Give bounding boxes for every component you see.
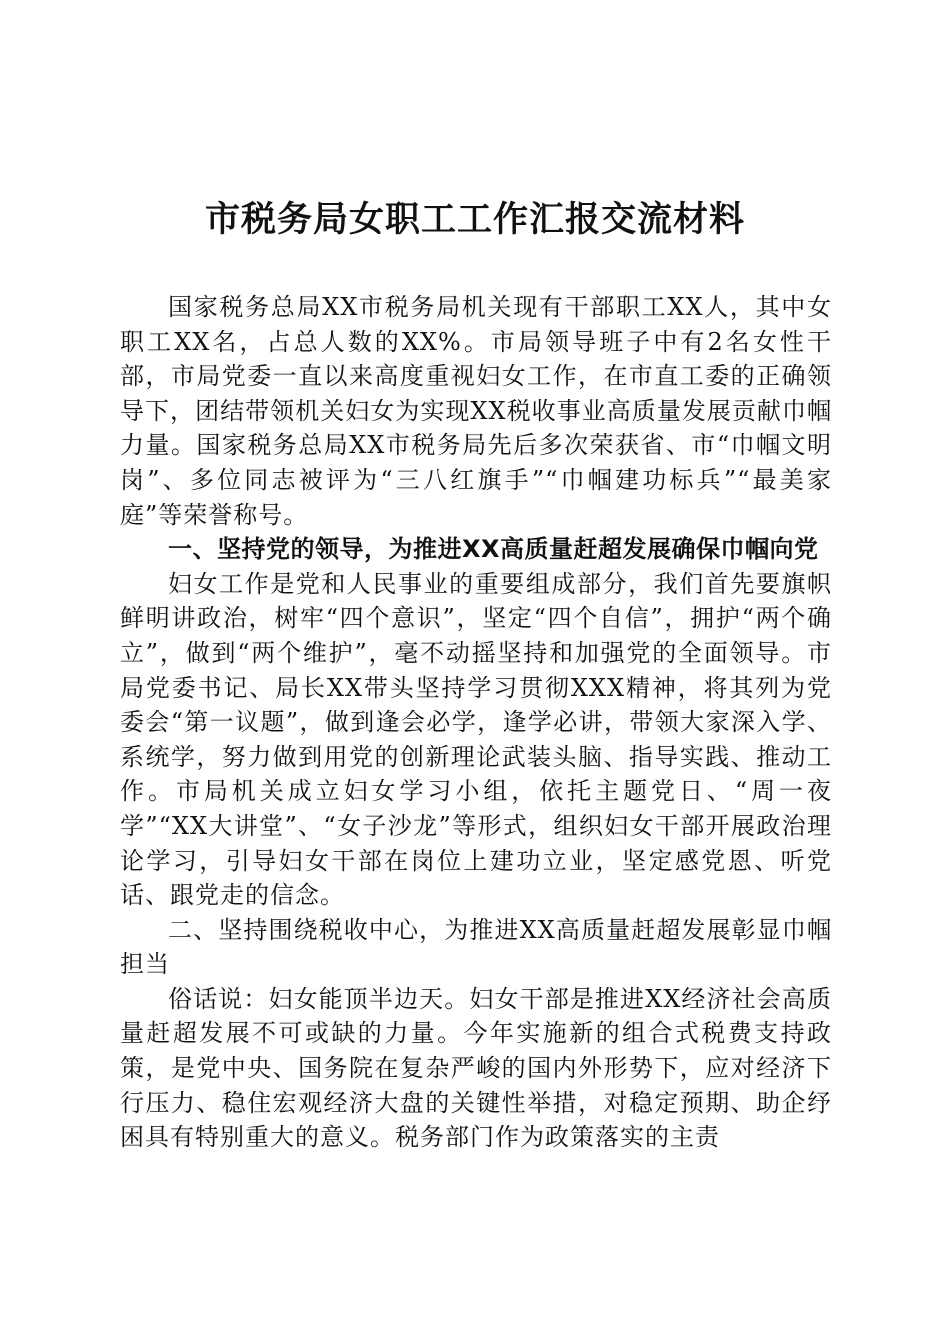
section-heading-2: 二、坚持围绕税收中心，为推进XX高质量赶超发展彰显巾帼担当 [120, 915, 832, 979]
intro-paragraph: 国家税务总局XX市税务局机关现有干部职工XX人，其中女职工XX名，占总人数的XX%。市局领导班子中有2名女性干部，市局党委一直以来高度重视妇女工作，在市直工委的正确领导下，团结带领机关妇女为实现XX税收事业高质量发展贡献巾帼力量。国家税务总局XX市税务局先后多次荣获省、市“巾帼文明岗”、多位同志被评为“三八红旗手”“巾帼建功标兵”“最美家庭”等荣誉称号。 [120, 293, 832, 529]
section-2-paragraph: 俗话说：妇女能顶半边天。妇女干部是推进XX经济社会高质量赶超发展不可或缺的力量。今年实施新的组合式税费支持政策，是党中央、国务院在复杂严峻的国内外形势下，应对经济下行压力、稳住宏观经济大盘的关键性举措，对稳定预期、助企纾困具有特别重大的意义。税务部门作为政策落实的主责 [120, 984, 832, 1152]
section-heading-1: 一、坚持党的领导，为推进XX高质量赶超发展确保巾帼向党 [168, 535, 819, 564]
document-title: 市税务局女职工工作汇报交流材料 [204, 199, 745, 240]
section-1-paragraph: 妇女工作是党和人民事业的重要组成部分，我们首先要旗帜鲜明讲政治，树牢“四个意识”，坚定“四个自信”，拥护“两个确立”，做到“两个维护”，毫不动摇坚持和加强党的全面领导。市局党委书记、局长XX带头坚持学习贯彻XXX精神，将其列为党委会“第一议题”，做到逢会必学，逢学必讲，带领大家深入学、系统学，努力做到用党的创新理论武装头脑、指导实践、推动工作。市局机关成立妇女学习小组，依托主题党日、“周一夜学”“XX大讲堂”、“女子沙龙”等形式，组织妇女干部开展政治理论学习，引导妇女干部在岗位上建功立业，坚定感党恩、听党话、跟党走的信念。 [120, 569, 832, 910]
document-body [120, 290, 832, 1155]
